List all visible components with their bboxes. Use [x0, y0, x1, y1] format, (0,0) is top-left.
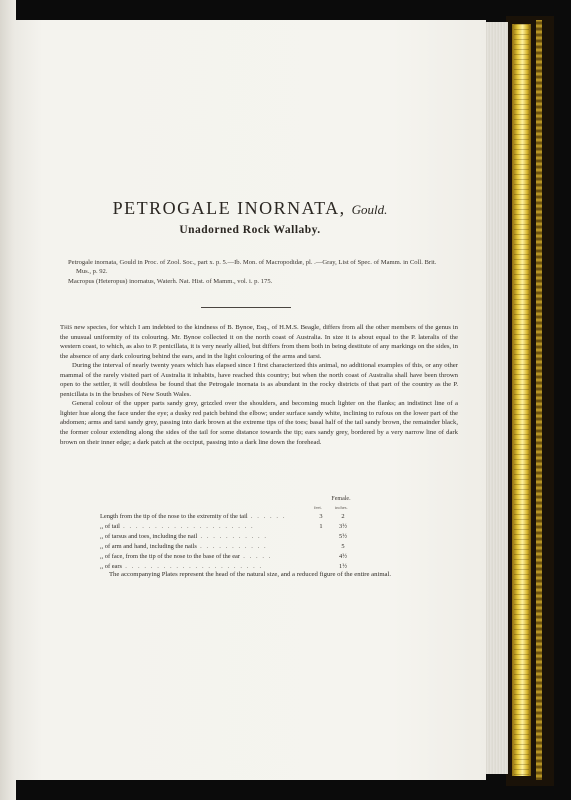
- measurement-row: [100, 523, 380, 533]
- measurement-row: [100, 543, 380, 553]
- measurement-label: ,, of tail . . . . . . . . . . . . . . . . . . . . .: [100, 523, 255, 530]
- measurement-inches: 2: [341, 513, 345, 520]
- leader-dots: . . . . . . . . . . . . . . . . . . . . . .: [122, 563, 263, 570]
- common-name: Unadorned Rock Wallaby.: [179, 224, 321, 236]
- unit-inches: inches.: [335, 505, 348, 510]
- leader-dots: . . . . . . . . . . . . . . . . . . . . .: [119, 523, 255, 530]
- measurement-label: ,, of face, from the tip of the nose to the base of the ear . . . . .: [100, 553, 272, 560]
- measurement-inches: 5: [341, 543, 345, 550]
- paragraph-text: General colour of the upper parts sandy grey, grizzled over the shoulders, and becoming much lighter on the flanks; an indistinct line of a lighter hue along the face under the eye; a dusky red patch behind the elbow; under surface sandy white, inclining to rufous on the lower part of the abdomen; arms and tarsi sandy grey, passing into dark brown at the extreme tips of the toes; basal half of the tail sandy brown, the remainder black, the former colour extending along the sides of the tail for some distance towards the tip; ears sandy grey, bordered by a very narrow line of dark brown on their inner edge; a dark patch at the occiput, passing into a dark line down the forehead.: [60, 400, 458, 446]
- species-title: [14, 198, 486, 219]
- measurement-label: ,, of ears . . . . . . . . . . . . . . . . . . . . . .: [100, 563, 263, 570]
- paragraph: [60, 361, 458, 399]
- leader-dots: . . . . . . . . . . .: [197, 533, 268, 540]
- gilt-border: [536, 20, 542, 780]
- measurement-row: [100, 513, 380, 523]
- unit-feet: feet.: [314, 505, 322, 510]
- plates-note: The accompanying Plates represent the head of the natural size, and a reduced figure of the entire animal.: [108, 571, 392, 578]
- divider-rule: [201, 307, 291, 308]
- reference-entry: Petrogale inornata, Gould in Proc. of Zool. Soc., part x. p. 5.—Ib. Mon. of Macropodidæ, pl. .—Gray, List of Spec. of Mamm. in Coll. Brit. Mus., p. 92.: [68, 259, 437, 276]
- description-text: [60, 323, 458, 447]
- measurement-label: ,, of tarsus and toes, including the nail . . . . . . . . . . .: [100, 533, 268, 540]
- species-name: PETROGALE INORNATA,: [112, 198, 346, 218]
- measurement-inches: 4½: [339, 553, 347, 560]
- paragraph-text: During the interval of nearly twenty years which has elapsed since I first characterized this animal, no additional examples of this, or any other mammal of the rarely visited part of Australia it inhabits, have reached this country; but when the north coast of Australia shall have been thrown open to the settler, it will doubtless be found that the Petrogale inornata is as abundant in the rocky districts of that part of the country as the P. penicillata is in the brushes of New South Wales.: [60, 362, 458, 398]
- paragraph-text: new species, for which I am indebted to the kindness of B. Bynoe, Esq., of H.M.S. Beagle, differs from all the other members of the genus in the unusual uniformity of its colouring. Mr. Bynoe collected it on the north coast of Australia. In size it is about equal to the P. lateralis of the western coast, to which, as also to P. penicillata, it is very nearly allied, but differs from them both in being destitute of any markings on the sides, in the absence of any dark colouring behind the ears, and in the light colouring of the arms and tarsi.: [60, 324, 458, 360]
- measurement-label: Length from the tip of the nose to the extremity of the tail . . . . . .: [100, 513, 287, 520]
- measurement-column-title: Female.: [331, 496, 351, 502]
- page-content: [14, 20, 486, 780]
- leader-dots: . . . . . . . . . . .: [196, 543, 268, 550]
- reference-entry: Macropus (Heteropus) inornatus, Waterh. Nat. Hist. of Mamm., vol. i. p. 175.: [68, 277, 273, 285]
- measurement-inches: 5½: [339, 533, 347, 540]
- paragraph: [60, 323, 458, 361]
- leader-dots: . . . . . .: [247, 513, 287, 520]
- paragraph-lead: This: [60, 324, 73, 331]
- species-authority: Gould.: [351, 202, 388, 217]
- measurement-feet: 3: [319, 513, 323, 520]
- measurement-row: [100, 553, 380, 563]
- measurement-inches: 1½: [339, 563, 347, 570]
- measurement-feet: 1: [319, 523, 323, 530]
- measurement-inches: 3½: [339, 523, 347, 530]
- gilt-pattern: [514, 24, 529, 776]
- synonymy-references: [68, 258, 448, 286]
- page-edges: [484, 22, 508, 774]
- measurement-label: ,, of arm and hand, including the nails . . . . . . . . . . .: [100, 543, 268, 550]
- leader-dots: . . . . .: [240, 553, 272, 560]
- paragraph: [60, 399, 458, 447]
- measurement-row: [100, 533, 380, 543]
